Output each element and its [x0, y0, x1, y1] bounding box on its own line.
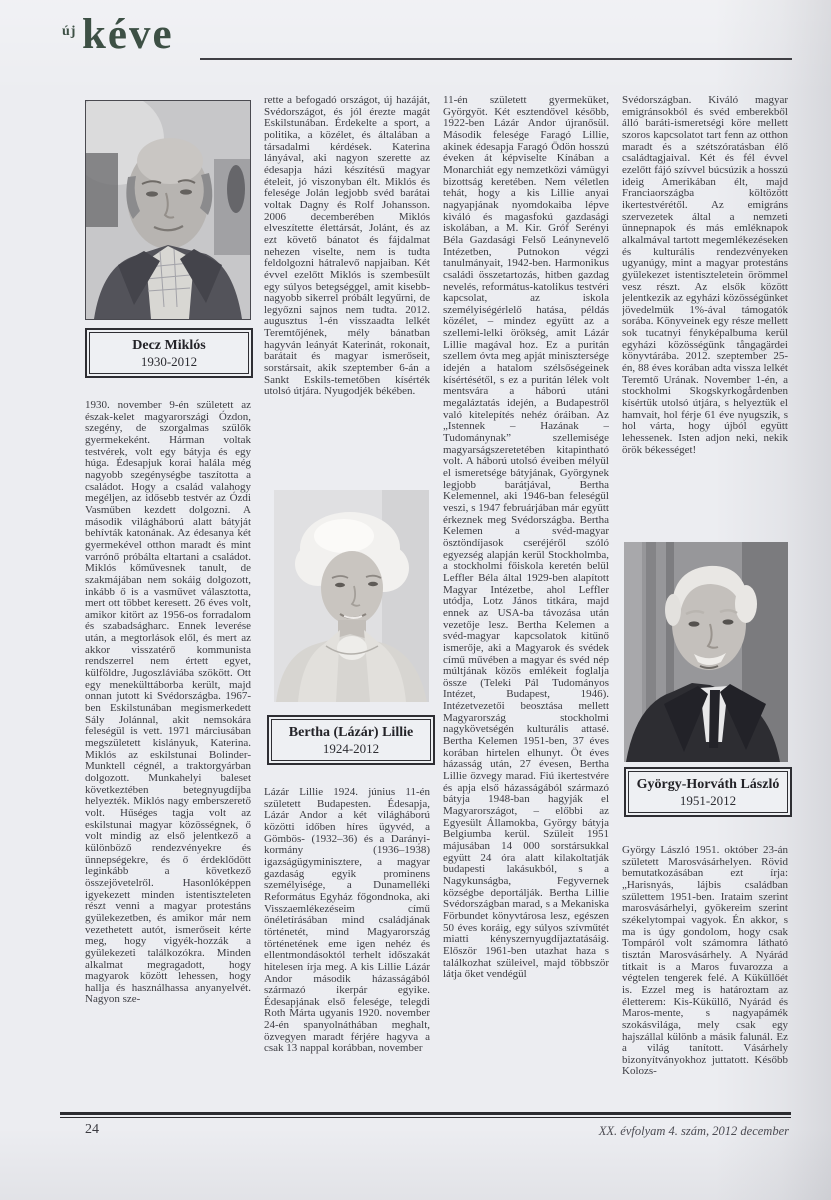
bertha-obituary-text-continued: 11-én született gyermeküket, Györgyöt. Két esztendővel később, 1922-ben Lázár Andor újranősül. Második felesége Faragó Lillie, akinek édesapja Faragó Ödön hosszú éveken át képviselte Kínában a Monarchiát egy nemzetközi vámügyi bizottság keretében. Nem véletlen tehát, hogy a kis Lillie anyai nagyapjának nyomdokaiba lépve kiváló és magasfokú gazdasági iskolában, a M. Kir. Gróf Serényi Béla Gazdasági Felső Leánynevelő Intézetben, Putnokon végzi tanulmányait, 1942-ben. Harmonikus családi összetartozás, hitben gazdag nevelés, református-katolikus testvéri kapcsolat, az iskola személyiségérlelő hatása, példás közélet, – mindez együtt az a szellemi-lelki örökség, amit Lázár Lillie magával hoz. Ez a puritán szellem óvta meg apját minisztersége idején a hatalom szélsőségeinek kísértésétől, s ez a puritán lélek volt mentsvára a háború utáni megaláztatás idején, a Budapestről való kitelepítés nehéz óráiban. Az „Istennek – Hazának – Tudománynak” szellemisége magyarságszeretetében kitapintható volt. A háború utolsó éveiben mélyül el ismeretsége bátyjának, Györgynek legjobb barátjával, Bertha Kelemennel, aki 1946-ban feleségül veszi, s 1947 februárjában már együtt érkeznek meg Svédországba. Bertha Kelemen a svéd-magyar ösztöndíjasok cseréjéről szóló egyezség alapján kerül Stockholmba, a stockholmi főiskola keretén belül Leffler Béla által 1929-ben alapított Magyar Intézetbe, ahol Leffler utódja, Lotz János titkára, majd ennek az USA-ba távozása után vezetője lesz. Bertha Kelemen a svéd-magyar kapcsolatok kitűnő ismerője, aki a Magyarok és svédek című művében a magyar és svéd nép múltjának közös emlékeit foglalja össze (Teleki Pál Tudományos Intézet, Budapest, 1946). Intézetvezetői beosztása mellett Magyarország stockholmi nagykövetségén kulturális attasé. Bertha Kelemen 1951-ben, 37 éves korában hirtelen elhunyt. Öt éves házasság után, 27 évesen, Bertha Lillie özvegy marad. Fiú ikertestvére és apja első házasságából származó bátyja 1948-ban hagyják el Magyarországot, – előbbi az Egyesült Államokba, György bátyja Belgiumba kerül. Szüleit 1951 májusában 14 000 sorstársukkal együtt 24 óra alatt kilakoltatják budapesti lakásukból, s a Nagykunságba, Fegyvernek községbe deportálják. Bertha Lillie Svédországban marad, s a Mekaniska Förbundet könyvtárosa lesz, egészen 50 éves koráig, egy súlyos szívműtét miatti kényszernyugdíjaztatásáig. Először 1961-ben utazhat haza s találkozhat szüleivel, majd többször látja őket vendégül: [443, 95, 609, 981]
gyorgy-caption-box: [624, 767, 792, 817]
page-number: 24: [85, 1122, 99, 1137]
footer-rule: [60, 1112, 791, 1118]
bertha-caption-box: [267, 715, 435, 765]
gyorgy-obituary-text: György László 1951. október 23-án született Marosvásárhelyen. Rövid bemutatkozásában ezt írja: „Harisnyás, lájbis családban születtem 1951-ben. Irataim szerint marosvásárhelyi, gyökereim szerint székelytompai vagyok. Én akkor, s ma is úgy gondolom, hogy csak Tompáról volt számomra látható tisztán Marosvásárhely. A Nyárád titkait is a Maros fuvarozza a végtelen tengerek felé. A Küküllőét is. Ezzel meg is határoztam az életterem: Kis-Küküllő, Nyárád és Maros-mente, s nagyapámék szokásvilága, mely csak egy hajszállal különb a másik falunál. Ez a világ tanított. Vásárhely bizonyítványokhoz juttatott. Később Kolozs-: [622, 845, 788, 1078]
bertha-lillie-photo: [274, 490, 429, 702]
decz-obituary-text: 1930. november 9-én született az észak-kelet magyarországi Ózdon, szegény, de szorgalmas szülők gyermekeként. Hárman voltak testvérek, volt egy bátyja és egy húga. Édesapjuk korai halála még nagyobb szegénységbe taszította a családot. Hogy a család valahogy megéljen, az idősebb testvér az Ózdi Vasműben kezdett dolgozni. A második világháború alatt bátyját behívták katonának. Az édesanya két gyermekével otthon maradt és mint varrónő próbálta eltartani a családot. Miklós kőművesnek tanult, de szakmájában nem sokáig dolgozott, inkább ő is a vasművet választotta, mert ott többet keresett. 26 éves volt, amikor kitört az 1956-os forradalom és szabadságharc. Ennek leverése után, a megtorlások elől, és mert az akkor visszatérő kommunista rendszerrel nem értett egyet, külföldre, Jugoszláviába szökött. Ott egy menekülttáborba került, majd onnan jutott ki Svédországba. 1967-ben Eskilstunában megismerkedett Sály Jolánnal, akit nemsokára feleségül is vett. 1971 márciusában megszületett kislányuk, Katerina. Miklós az eskilstunai Bolinder-Munktell cégnél, a traktorgyárban dolgozott. Munkahelyi baleset következtében betegnyugdíjba helyezték. Miklós nagy emberszerető volt. Hűséges tagja volt az eskilstunai magyar közösségnek, ő volt mindig az első jelentkező a különböző rendezvényekre és ünnepségekre, és ő érdeklődött leginkább a következő összejövetelről. Hasonlóképpen igyekezett minden istentiszteleten részt venni a magyar protestáns gyülekezetben, és amikor már nem vezethetett autót, ismerőseit kérte meg, hogy vigyék-hozzák a gyülekezeti találkozókra. Minden alkalmat megragadott, hogy magyarok között lehessen, hogy hallja és használhassa anyanyelvét. Nagyon sze-: [85, 400, 251, 1006]
column-2: [264, 95, 430, 1107]
decz-name: Decz Miklós: [132, 338, 206, 353]
bertha-obituary-text-end: Svédországban. Kiváló magyar emigránsokból és svéd emberekből álló baráti-ismeretségi köre mellett szoros kapcsolatot tart fenn az otthon maradt és a szétszóratásban élő családtagjaival. Két és fél évvel ezelőtt fájó szívvel búcsúzik a hosszú ideig Amerikában élt, majd Franciaországba költözött ikertestvérétől. Az emigráns szervezetek által a nemzeti ünnepnapok és más emléknapok alkalmával tartott megemlékezéseken és kulturális rendezvényeken ugyanúgy, mint a magyar protestáns gyülekezet istentiszteletein örömmel vesz részt. Az elsők között jelentkezik az egyházi közösségünket jövedelmük 1%-ával támogatók sorába. Könyveinek egy része mellett sok tucatnyi fényképalbuma kerül egyházi közösségünk tångagärdei könyvtárába. 2012. szeptember 25-én, 88 éves korában adta vissza lelkét Teremtő Urának. November 1-én, a stockholmi Skogskyrkogårdenben kísértük utolsó útjára, s helyeztük el hamvait, hol férje 61 éve nyugszik, s hol várta, hogy újból együtt lehessenek. Isten adjon neki, nekik örök békességet!: [622, 95, 788, 456]
masthead-rule: [200, 58, 792, 60]
gyorgy-years: 1951-2012: [679, 793, 737, 808]
decz-caption-inner: [89, 332, 249, 374]
bertha-name: Bertha (Lázár) Lillie: [288, 725, 414, 740]
decz-obituary-text-continued: rette a befogadó országot, új hazáját, Svédországot, és jól érezte magát Eskilstunában. Érdekelte a sport, a politika, a közélet, és általában a társadalmi kérdések. Katerina lányával, aki nagyon szerette az édesapja házi készítésű magyar ételeit, jó viszonyban élt. Miklós és felesége Jolán legjobb svéd barátai voltak Dagny és Rolf Johansson. 2006 decemberében Miklós elveszítette élettársát, Jolánt, és az ezt követő bánatot és fájdalmat nehezen viselte, nem is tudta feldolgozni hátralevő napjaiban. Két évvel ezelőtt Miklós is szembesült egy súlyos betegséggel, amit kisebb-nagyobb sikerrel próbált legyűrni, de legyőzni sajnos nem tudta. 2012. augusztus 1-én visszaadta lelkét Teremtőjének, mély bánatban hagyván leányát Katerinát, rokonait, barátait és magyar ismerőseit, sorstársait, akik szeptember 6-án a Sankt Eskils-temetőben kísérték utolsó útjára. Nyugodjék békében.: [264, 95, 430, 398]
decz-miklos-photo: [85, 100, 251, 320]
bertha-obituary-text: Lázár Lillie 1924. június 11-én született Budapesten. Édesapja, Lázár Andor a két világháború közötti időben híres ügyvéd, a Gömbös- (1932–36) és a Darányi-kormány (1936–1938) igazságügyminisztere, a magyar gazdaság egyik prominens személyisége, a Dunamelléki Református Egyház főgondnoka, aki Visszaemlékezéseim című önéletírásában mind családjának történetét, mind Magyarország történetének eme igen nehéz és ellentmondásoktól terhelt időszakát hitelesen írja meg. A kis Lillie Lázár Andor második házasságából származó ikerpár egyike. Édesapjának első felesége, telegdi Roth Márta ugyanis 1920. november 24-én spanyolnáthában meghalt, özvegyen maradt férjére hagyva a csak 13 nappal korábban, november: [264, 787, 430, 1055]
gyorgy-caption-inner: [628, 771, 788, 813]
bertha-years: 1924-2012: [322, 741, 380, 756]
masthead: [62, 11, 792, 68]
column-4: [622, 95, 788, 1107]
column-1: [85, 95, 251, 1107]
article-columns: [85, 95, 791, 1107]
magazine-logo: kéve: [82, 11, 174, 58]
elderly-man-portrait: [86, 101, 250, 319]
decz-years: 1930-2012: [140, 354, 198, 369]
gyorgy-horvath-photo: [624, 542, 788, 762]
issue-info: XX. évfolyam 4. szám, 2012 december: [598, 1124, 789, 1138]
logo-prefix: új: [62, 24, 77, 39]
column-3: [443, 95, 609, 1107]
decz-caption-box: [85, 328, 253, 378]
bertha-caption-inner: [271, 719, 431, 761]
gyorgy-name: György-Horváth László: [636, 777, 780, 792]
white-haired-man-portrait: [624, 542, 788, 762]
elderly-woman-portrait: [274, 490, 429, 702]
